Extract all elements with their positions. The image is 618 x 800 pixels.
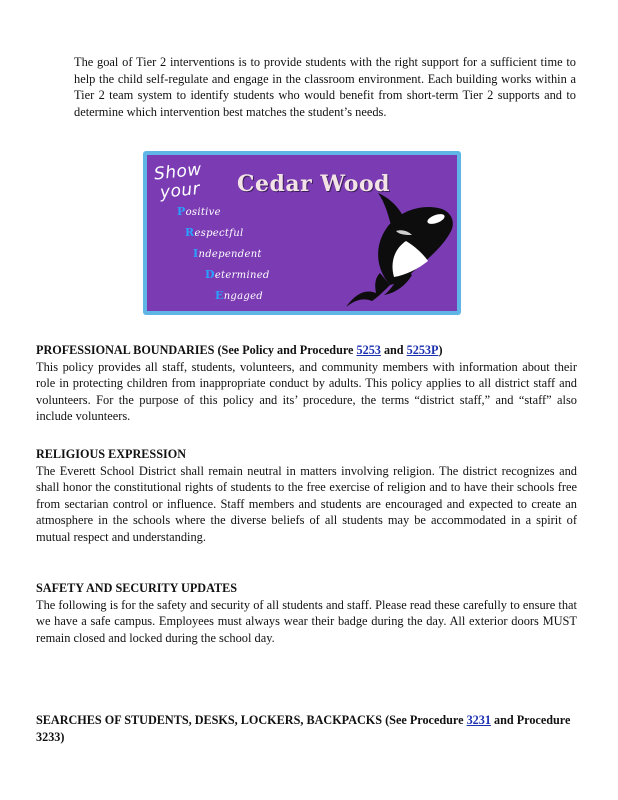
procedure-3231-link[interactable]: 3231 bbox=[466, 713, 491, 727]
pride-acronym bbox=[147, 155, 317, 311]
intro-paragraph: The goal of Tier 2 interventions is to provide students with the right support for a sufficient time to help the child self-regulate and engage in the classroom environment. Each building works within a Tier 2 team system to identify students who would benefit from short-term Tier 2 supports and to determine which intervention best matches the student’s needs. bbox=[74, 55, 576, 119]
professional-boundaries-body: This policy provides all staff, students, volunteers, and community members with information about their role in protecting children from inappropriate conduct by adults. This policy applies to all district staff and volunteers. For the purpose of this policy and its’ procedure, the terms “district staff,” and “staff” also include volunteers. bbox=[36, 359, 577, 423]
pride-word: espectful bbox=[194, 228, 244, 239]
pride-word: etermined bbox=[214, 270, 270, 281]
show-word: Show bbox=[153, 159, 203, 185]
professional-boundaries-title: PROFESSIONAL BOUNDARIES (See Policy and Procedure bbox=[36, 343, 354, 357]
pride-letter: P bbox=[177, 205, 186, 218]
pride-word: ngaged bbox=[223, 291, 264, 302]
your-word: your bbox=[159, 178, 202, 203]
pride-item-respectful bbox=[185, 226, 243, 239]
policy-5253-link[interactable]: 5253 bbox=[356, 343, 381, 357]
cedar-wood-banner bbox=[143, 151, 461, 315]
professional-boundaries-heading bbox=[36, 342, 577, 359]
heading-and-text: and bbox=[383, 343, 404, 357]
searches-title: SEARCHES OF STUDENTS, DESKS, LOCKERS, BACKPACKS (See Procedure bbox=[36, 713, 464, 727]
religious-expression-heading: RELIGIOUS EXPRESSION bbox=[36, 447, 187, 461]
banner-background bbox=[147, 155, 457, 311]
pride-item-determined bbox=[205, 268, 270, 281]
searches-title-end: and Procedure 3233) bbox=[36, 713, 571, 744]
school-name: Cedar Wood bbox=[237, 171, 391, 197]
safety-security-section bbox=[36, 580, 577, 646]
procedure-5253p-link[interactable]: 5253P bbox=[406, 343, 439, 357]
pride-letter: D bbox=[205, 268, 215, 281]
searches-section bbox=[36, 712, 577, 745]
orca-whale-icon bbox=[332, 189, 457, 309]
pride-letter: I bbox=[193, 247, 199, 260]
pride-letter: E bbox=[215, 289, 224, 302]
professional-boundaries-section bbox=[36, 342, 577, 425]
safety-security-body: The following is for the safety and security of all students and staff. Please read these carefully to ensure that we have a safe campus. Employees must always wear their badge during the day. All exterior doors MUST remain closed and locked during the school day. bbox=[36, 597, 577, 645]
pride-item-positive bbox=[177, 205, 221, 218]
pride-item-engaged bbox=[215, 289, 263, 302]
pride-word: ndependent bbox=[198, 249, 262, 260]
pride-word: ositive bbox=[185, 207, 221, 218]
searches-heading bbox=[36, 712, 577, 745]
heading-close-paren: ) bbox=[438, 343, 443, 357]
pride-letter: R bbox=[185, 226, 195, 239]
pride-item-independent bbox=[193, 247, 262, 260]
religious-expression-section bbox=[36, 446, 577, 545]
safety-security-heading: SAFETY AND SECURITY UPDATES bbox=[36, 581, 238, 595]
religious-expression-body: The Everett School District shall remain neutral in matters involving religion. The district recognizes and shall honor the constitutional rights of students to the free exercise of religion and to have their schools free from sectarian control or influence. Staff members and students are encouraged and expected to create an atmosphere in the schools where the diverse beliefs of all students may be accommodated in a spirit of mutual respect and understanding. bbox=[36, 463, 577, 544]
